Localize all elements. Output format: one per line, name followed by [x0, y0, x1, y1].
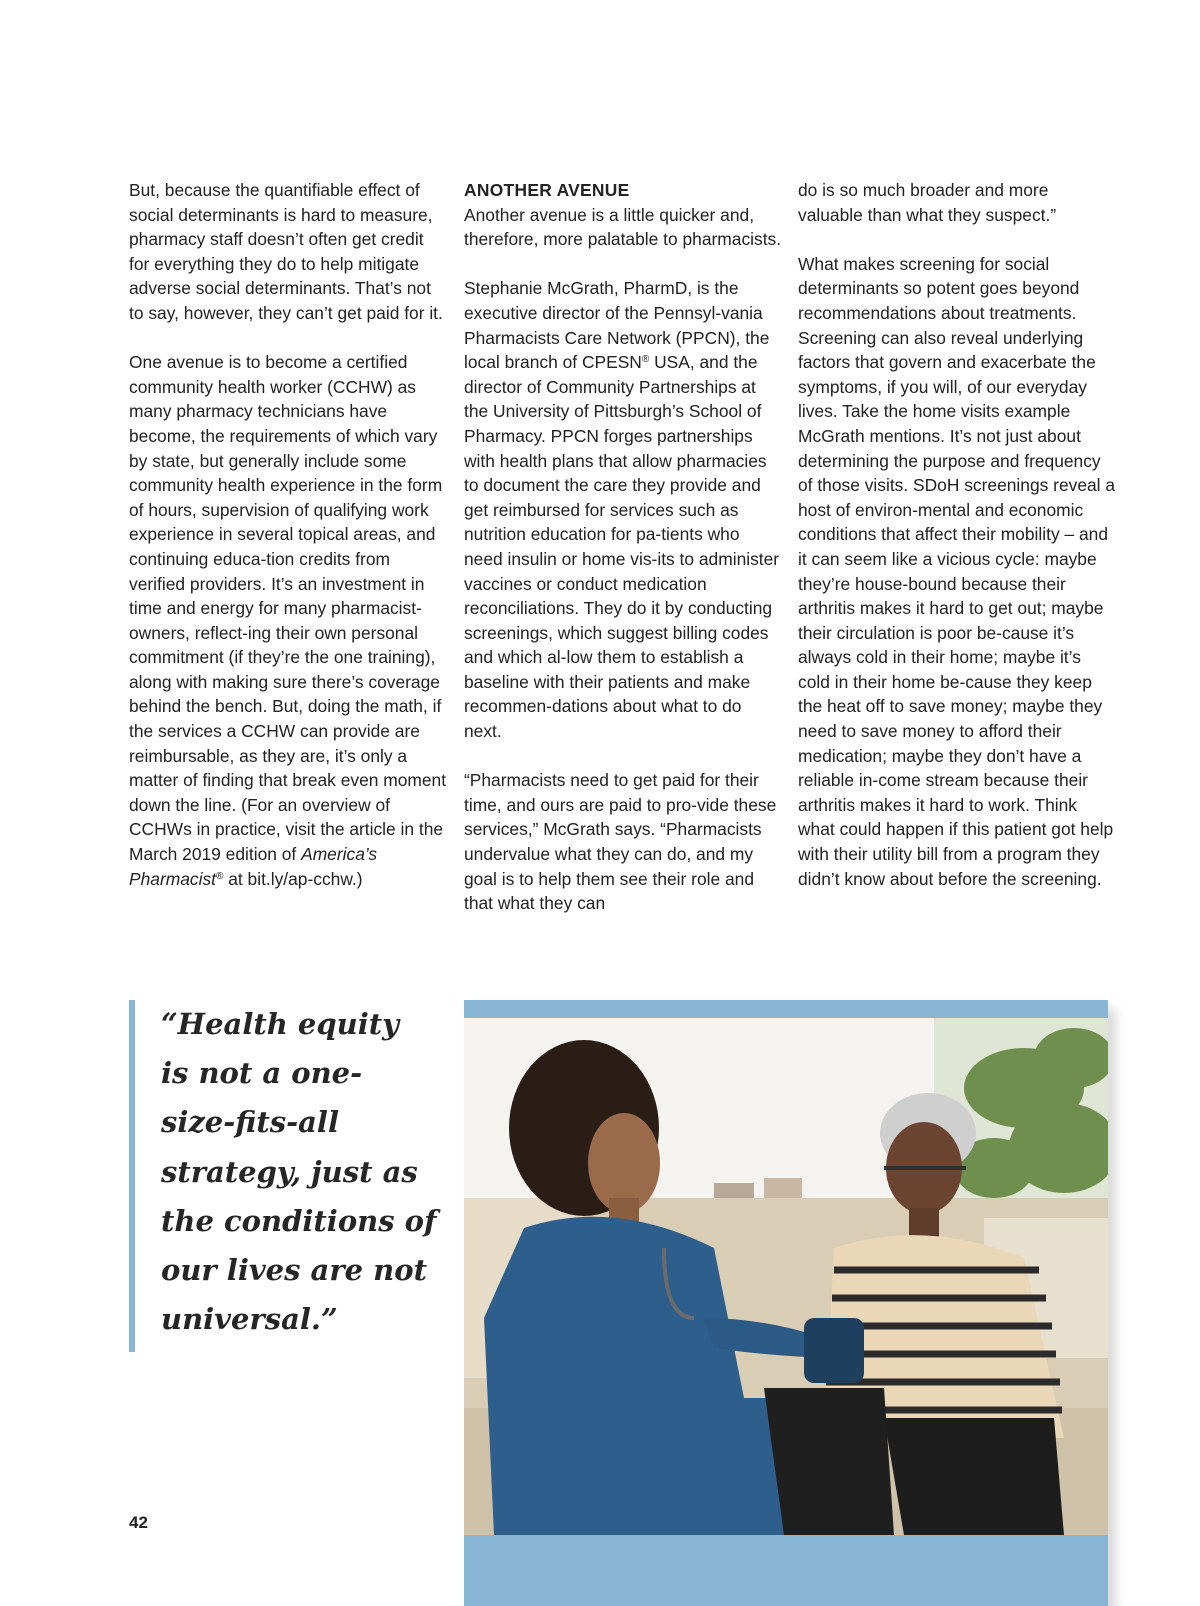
paragraph: do is so much broader and more valuable than what they suspect.”	[798, 180, 1057, 225]
paragraph	[464, 276, 782, 743]
registered-mark: ®	[641, 354, 650, 366]
paragraph: But, because the quantifiable effect of social determinants is hard to measure, pharmacy staff doesn’t often get credit for everything they do to help mitigate adverse social determinants. That’s not to say, however, they can’t get paid for it.	[129, 180, 443, 323]
page-number: 42	[129, 1513, 148, 1532]
pull-quote-line: universal.”	[161, 1302, 338, 1337]
pull-quote-line: size-fits-all	[161, 1105, 339, 1140]
paragraph-text: Another avenue is a little quicker and, therefore, more palatable to pharmacists.	[464, 204, 782, 250]
pull-quote	[129, 1000, 437, 1352]
article-column-3	[798, 178, 1116, 891]
pull-quote-line: “Health equity	[161, 1007, 399, 1041]
registered-mark: ®	[215, 870, 224, 882]
nurse-patient-photo	[464, 1018, 1108, 1535]
article-column-1	[129, 178, 447, 891]
paragraph	[129, 350, 447, 891]
pull-quote-line: is not a one-	[161, 1056, 363, 1091]
pull-quote-line: our lives are not	[161, 1253, 427, 1288]
paragraph-text: Stephanie McGrath, PharmD, is the executive director of the Pennsyl-vania Pharmacists Care Network (PPCN), the local branch of CPESN	[464, 278, 770, 373]
publication-title: America’s Pharmacist	[129, 844, 378, 889]
photo-frame	[464, 1000, 1108, 1606]
paragraph-link-text: at bit.ly/ap-cchw.)	[228, 868, 363, 889]
paragraph: What makes screening for social determinants so potent goes beyond recommendations about treatments. Screening can also reveal underlying factors that govern and exacerbate the symptoms, if you will, of our everyday lives. Take the home visits example McGrath mentions. It’s not just about determining the purpose and frequency of those visits. SDoH screenings reveal a host of environ-mental and economic conditions that affect their mobility – and it can seem like a vicious cycle: maybe they’re house-bound because their arthritis makes it hard to get out; maybe their circulation is poor be-cause it’s always cold in their home; maybe it’s cold in their home be-cause they keep the heat off to save money; maybe they need to save money to afford their medication; maybe they don’t have a reliable in-come stream because their arthritis makes it hard to work. Think what could happen if this patient got help with their utility bill from a program they didn’t know about before the screening.	[798, 253, 1116, 889]
pull-quote-line: the conditions of	[161, 1203, 437, 1238]
paragraph-text: USA, and the director of Community Partnerships at the University of Pittsburgh’s School of Pharmacy. PPCN forges partnerships with health plans that allow pharmacies to document the care they provide and get reimbursed for services such as nutrition education for pa-tients who need insulin or home vis-its to administer vaccines or conduct medication reconciliations. They do it by conducting screenings, which suggest billing codes and which al-low them to establish a baseline with their patients and make recommen-dations about what to do next.	[464, 352, 780, 742]
section-heading: ANOTHER AVENUE	[464, 180, 630, 200]
paragraph: “Pharmacists need to get paid for their time, and ours are paid to pro-vide these services,” McGrath says. “Pharmacists undervalue what they can do, and my goal is to help them see their role and that what they can	[464, 770, 777, 914]
paragraph-text: One avenue is to become a certified community health worker (CCHW) as many pharmacy technicians have become, the requirements of which vary by state, but generally include some community health experience in the form of hours, supervision of qualifying work experience in several topical areas, and continuing educa-tion credits from verified providers. It’s an investment in time and energy for many pharmacist-owners, reflect-ing their own personal commitment (if they’re the one training), along with making sure there’s coverage behind the bench. But, doing the math, if the services a CCHW can provide are reimbursable, as they are, it’s only a matter of finding that break even moment down the line. (For an overview of CCHWs in practice, visit the article in the March 2019 edition of	[129, 352, 447, 865]
pull-quote-line: strategy, just as	[161, 1154, 418, 1189]
article-column-2	[464, 178, 782, 916]
